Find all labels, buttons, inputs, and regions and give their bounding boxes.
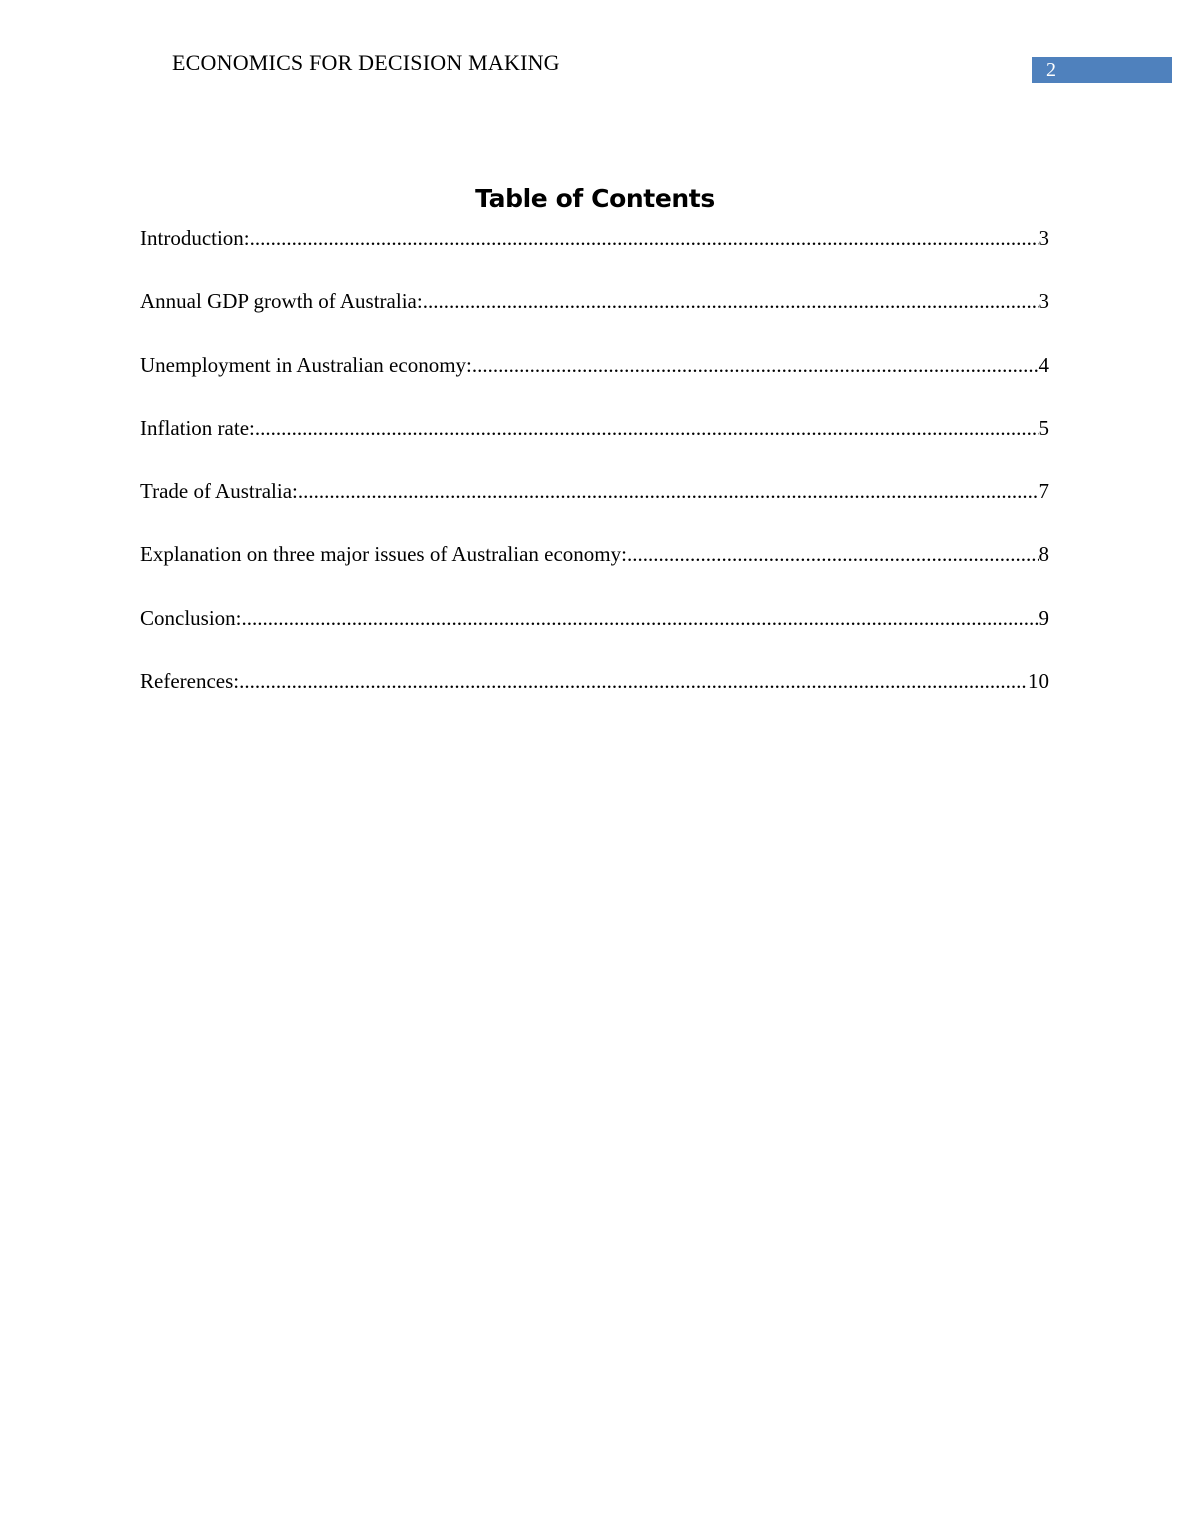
toc-dot-leader [250,224,1039,252]
toc-entry-unemployment[interactable] [140,351,1049,414]
toc-entry-conclusion[interactable] [140,604,1049,667]
toc-entry-page: 5 [1038,415,1049,440]
toc-title: Table of Contents [475,184,715,213]
toc-entry-major-issues[interactable] [140,540,1049,603]
toc-entry-gdp-growth[interactable] [140,287,1049,350]
toc-dot-leader [242,604,1039,632]
toc-list [140,224,1049,730]
toc-entry-label: Conclusion: [140,605,242,630]
toc-entry-label: Trade of Australia: [140,479,298,504]
toc-entry-page: 4 [1038,352,1049,377]
toc-entry-label: References: [140,669,240,694]
toc-dot-leader [423,287,1039,315]
toc-dot-leader [255,414,1039,442]
toc-entry-page: 10 [1028,669,1049,694]
running-head: ECONOMICS FOR DECISION MAKING [172,50,560,75]
toc-dot-leader [298,477,1039,505]
toc-entry-label: Introduction: [140,226,250,250]
toc-dot-leader [239,667,1028,695]
toc-entry-page: 7 [1038,479,1049,504]
toc-entry-introduction[interactable] [140,224,1049,287]
toc-entry-page: 3 [1038,226,1049,250]
toc-entry-page: 8 [1038,542,1049,567]
toc-entry-label: Unemployment in Australian economy: [140,352,472,377]
page-number-badge [1032,57,1172,83]
toc-dot-leader [472,351,1039,379]
toc-entry-references[interactable] [140,667,1049,730]
toc-entry-label: Inflation rate: [140,415,255,440]
toc-entry-page: 3 [1038,289,1049,314]
toc-dot-leader [627,540,1039,568]
toc-entry-page: 9 [1038,605,1049,630]
page-number: 2 [1046,59,1056,81]
toc-entry-label: Explanation on three major issues of Australian economy: [140,542,627,567]
toc-entry-trade[interactable] [140,477,1049,540]
toc-entry-inflation-rate[interactable] [140,414,1049,477]
toc-entry-label: Annual GDP growth of Australia: [140,289,423,314]
